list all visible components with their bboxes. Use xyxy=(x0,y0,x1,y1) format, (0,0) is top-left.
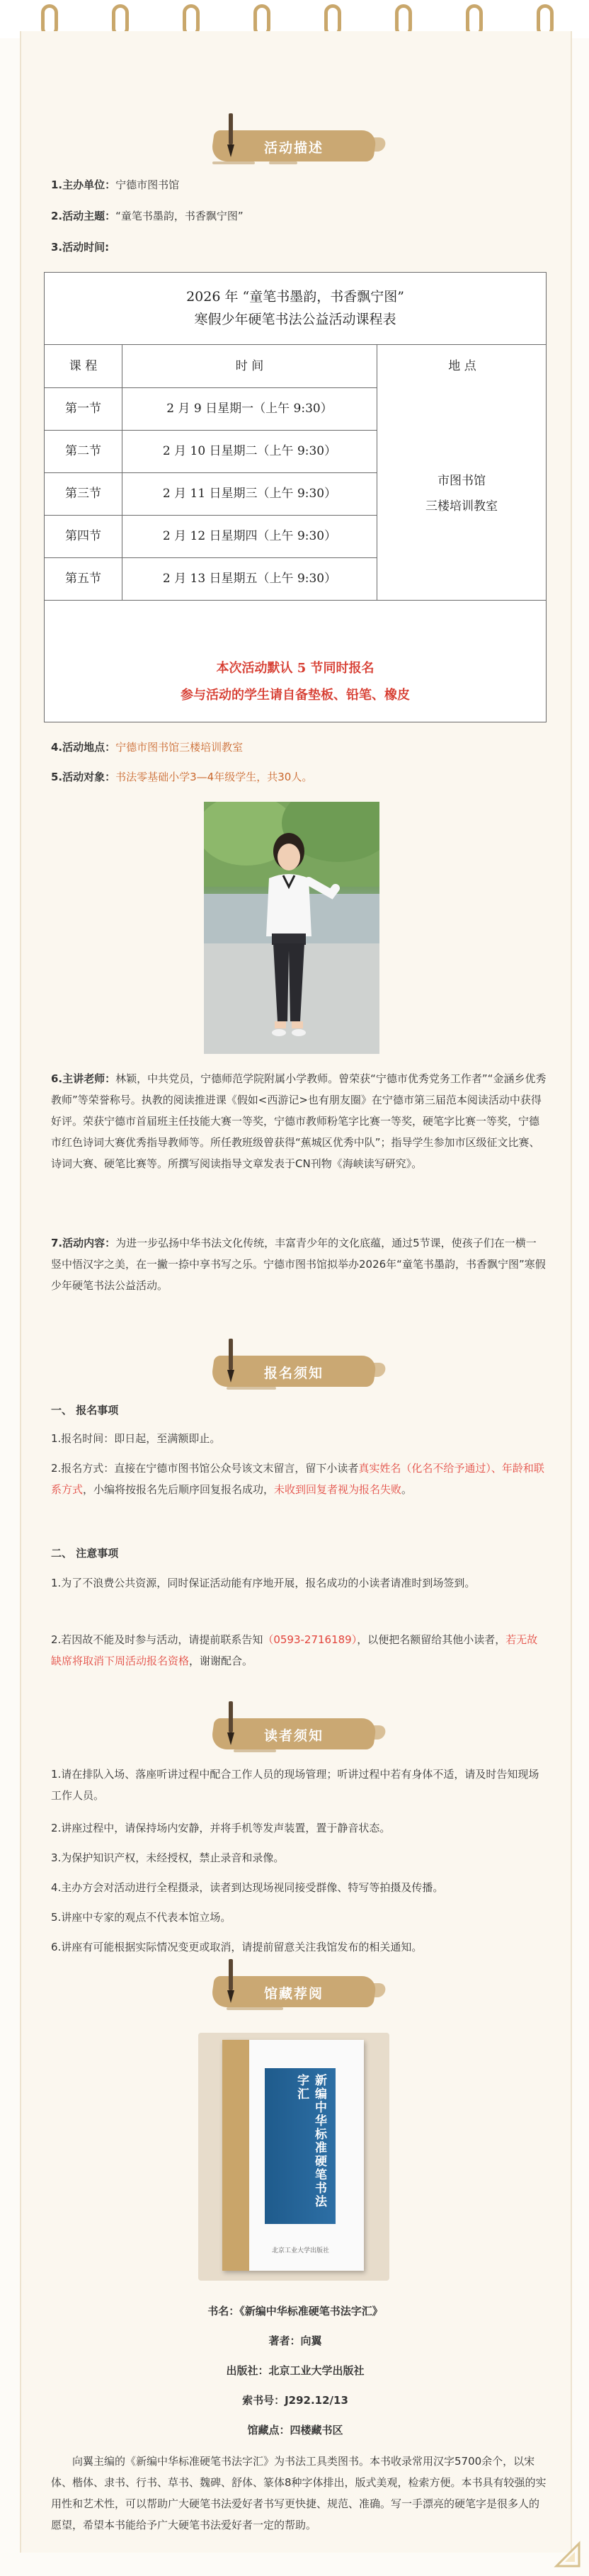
book-description: 向翼主编的《新编中华标准硬笔书法字汇》为书法工具类图书。本书收录常用汉字5700余个，以宋体、楷体、隶书、行书、草书、魏碑、舒体、篆体8种字体排出，版式美观，检索方便。本书具有较强的实用性和艺术性，可以帮助广大硬笔书法爱好者书写更快捷、规范、准确。写一手漂亮的硬笔字是很多人的愿望，希望本书能给予广大硬笔书法爱好者一定的帮助。 xyxy=(51,2455,547,2531)
location-cell: 市图书馆 三楼培训教室 xyxy=(377,387,546,600)
table-header-row: 课 程 时 间 地 点 xyxy=(45,345,546,388)
reader-item: 2.讲座过程中，请保持场内安静，并将手机等发声装置，置于静音状态。 xyxy=(51,1822,391,1834)
section-banner-signup xyxy=(0,1337,589,1401)
book-cover xyxy=(222,2040,364,2271)
notice-item: 1.为了不浪费公共资源，同时保证活动能有序地开展，报名成功的小读者请准时到场签到。 xyxy=(51,1577,476,1589)
reader-item: 1.请在排队入场、落座听讲过程中配合工作人员的现场管理；听讲过程中若有身体不适，请及时告知现场工作人员。 xyxy=(51,1768,539,1802)
triangle-ruler-icon xyxy=(554,2541,582,2569)
reader-item: 5.讲座中专家的观点不代表本馆立场。 xyxy=(51,1911,231,1924)
target-line: 5.活动对象：书法零基础小学3—4年级学生，共30人。 xyxy=(51,771,313,783)
place-line: 4.活动地点：宁德市图书馆三楼培训教室 xyxy=(51,741,244,754)
teacher-photo xyxy=(204,802,379,1054)
signup-time: 1.报名时间：即日起，至满额即止。 xyxy=(51,1432,221,1445)
book-author: 著者：向翼 xyxy=(268,2334,322,2347)
signup-method: 2.报名方式：直接在宁德市图书馆公众号该文末留言，留下小读者真实姓名（化名不给予通过）、年龄和联系方式，小编将按报名先后顺序回复报名成功，未收到回复者视为报名失败。 xyxy=(51,1462,544,1496)
signup-heading-1: 一、 报名事项 xyxy=(51,1404,119,1417)
course-schedule-table xyxy=(44,272,547,722)
section-title: 活动描述 xyxy=(263,140,324,156)
book-location: 馆藏点：四楼藏书区 xyxy=(247,2424,343,2436)
book-callno: 索书号：J292.12/13 xyxy=(242,2394,348,2407)
table-row: 第一节 2 月 9 日星期一（上午 9:30） xyxy=(45,387,546,431)
table-note: 本次活动默认 5 节同时报名 参与活动的学生请自备垫板、铅笔、橡皮 xyxy=(181,661,410,703)
section-title: 馆藏荐阅 xyxy=(263,1986,324,2002)
reader-item: 3.为保护知识产权，未经授权，禁止录音和录像。 xyxy=(51,1851,285,1864)
table-row: 第四节 2 月 12 日星期四（上午 9:30） xyxy=(45,515,546,558)
reader-item: 4.主办方会对活动进行全程摄录，读者到达现场视同接受群像、特写等拍摄及传播。 xyxy=(51,1881,444,1894)
content-paragraph: 7.活动内容：为进一步弘扬中华书法文化传统，丰富青少年的文化底蕴，通过5节课，使孩子们在一横一竖中悟汉字之美，在一撇一捺中享书写之乐。宁德市图书馆拟举办2026年“童笔书墨韵，书香飘宁图”寒假少年硬笔书法公益活动。 xyxy=(51,1237,546,1292)
table-row: 第二节 2 月 10 日星期二（上午 9:30） xyxy=(45,430,546,473)
section-banner-activity xyxy=(0,112,589,176)
signup-heading-2: 二、 注意事项 xyxy=(51,1547,119,1560)
book-cover-publisher: 北京工业大学出版社 xyxy=(272,2247,330,2254)
reader-item: 6.讲座有可能根据实际情况变更或取消，请提前留意关注我馆发布的相关通知。 xyxy=(51,1941,423,1953)
table-title: 2026 年 “童笔书墨韵，书香飘宁图” 寒假少年硬笔书法公益活动课程表 xyxy=(45,273,546,345)
book-cover-title: 新编中华标准硬笔书法字汇 xyxy=(294,2074,326,2208)
table-row: 第五节 2 月 13 日星期五（上午 9:30） xyxy=(45,557,546,601)
teacher-paragraph: 6.主讲老师：林颖，中共党员，宁德师范学院附属小学教师。曾荣获“宁德市优秀党务工作者”“金涵乡优秀教师”等荣誉称号。执教的阅读推进课《假如<西游记>也有朋友圈》在宁德市第三届范本阅读活动中获得好评。荣获宁德市首届班主任技能大赛一等奖，宁德市教师粉笔字比赛一等奖，硬笔字比赛一等奖，宁德市红色诗词大赛优秀指导教师等。所任教班级曾获得“蕉城区优秀中队”；指导学生参加市区级征文比赛、诗词大赛、硬笔比赛等。所撰写阅读指导文章发表于CN刊物《海峡读写研究》。 xyxy=(51,1072,547,1170)
book-name: 书名：《新编中华标准硬笔书法字汇》 xyxy=(207,2305,383,2317)
section-banner-book xyxy=(0,1958,589,2021)
notice-item: 2.若因故不能及时参与活动，请提前联系告知（0593-2716189），以便把名额留给其他小读者，若无故缺席将取消下周活动报名资格，谢谢配合。 xyxy=(51,1633,538,1667)
book-cover-image xyxy=(191,2026,396,2288)
table-row: 第三节 2 月 11 日星期三（上午 9:30） xyxy=(45,472,546,516)
theme-line: 2.活动主题：“童笔书墨韵，书香飘宁图” xyxy=(51,210,244,222)
section-title: 读者须知 xyxy=(263,1728,324,1744)
time-line: 3.活动时间: xyxy=(51,241,110,254)
book-publisher: 出版社：北京工业大学出版社 xyxy=(226,2364,365,2377)
organizer-line: 1.主办单位：宁德市图书馆 xyxy=(51,178,180,191)
section-banner-reader xyxy=(0,1700,589,1764)
section-title: 报名须知 xyxy=(263,1366,324,1381)
